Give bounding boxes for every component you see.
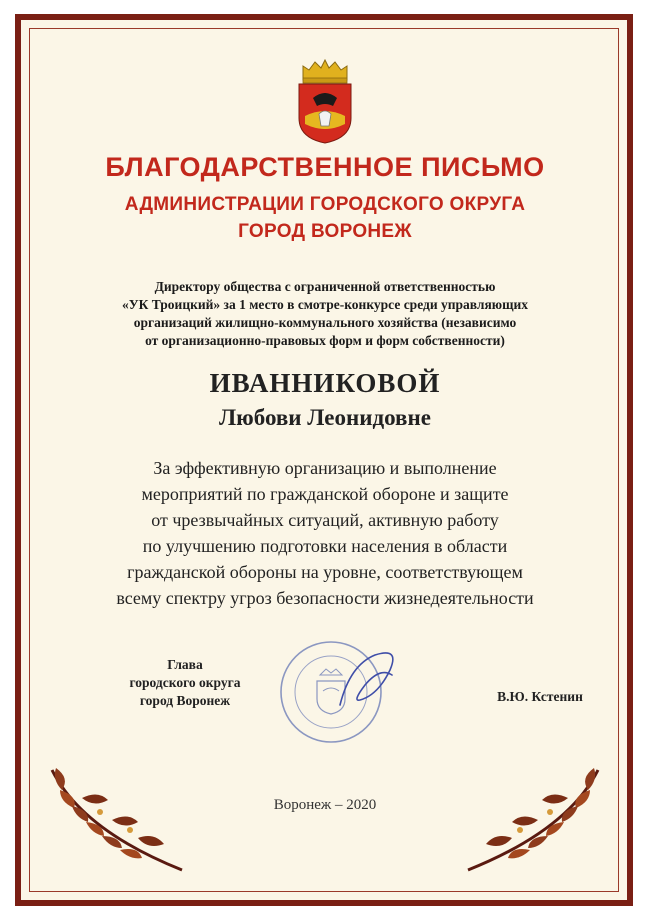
certificate-subtitle-line2: ГОРОД ВОРОНЕЖ bbox=[238, 221, 412, 242]
laurel-branch-right-icon bbox=[458, 760, 608, 880]
addressee-line4: от организационно-правовых форм и форм собственности) bbox=[145, 333, 505, 348]
coat-of-arms-emblem bbox=[295, 58, 355, 144]
recipient-last-name: ИВАННИКОВОЙ bbox=[209, 368, 441, 398]
reason-line2: мероприятий по гражданской обороне и защите bbox=[141, 484, 509, 504]
signer-position-line2: городского округа bbox=[129, 675, 241, 690]
signer-position-line3: город Воронеж bbox=[139, 693, 231, 708]
handwritten-signature bbox=[330, 645, 410, 715]
addressee-line2: «УК Троицкий» за 1 место в смотре-конкурсе среди управляющих bbox=[121, 297, 529, 312]
signer-name: В.Ю. Кстенин bbox=[497, 689, 583, 704]
certificate-subtitle-line1: АДМИНИСТРАЦИИ ГОРОДСКОГО ОКРУГА bbox=[124, 194, 526, 215]
reason-line3: от чрезвычайных ситуаций, активную работу bbox=[151, 510, 499, 530]
footer-place-year: Воронеж – 2020 bbox=[273, 797, 377, 813]
reason-line6: всему спектру угроз безопасности жизнедеятельности bbox=[116, 588, 534, 608]
recipient-first-names: Любови Леонидовне bbox=[219, 405, 431, 430]
addressee-line1: Директору общества с ограниченной ответственностью bbox=[154, 279, 496, 294]
reason-line5: гражданской обороны на уровне, соответствующем bbox=[127, 562, 523, 582]
reason-line1: За эффективную организацию и выполнение bbox=[153, 458, 497, 478]
reason-line4: по улучшению подготовки населения в области bbox=[142, 536, 508, 556]
addressee-line3: организаций жилищно-коммунального хозяйства (независимо bbox=[133, 315, 517, 330]
certificate-title: БЛАГОДАРСТВЕННОЕ ПИСЬМО bbox=[105, 152, 545, 182]
signer-position-line1: Глава bbox=[167, 657, 203, 672]
laurel-branch-left-icon bbox=[42, 760, 192, 880]
